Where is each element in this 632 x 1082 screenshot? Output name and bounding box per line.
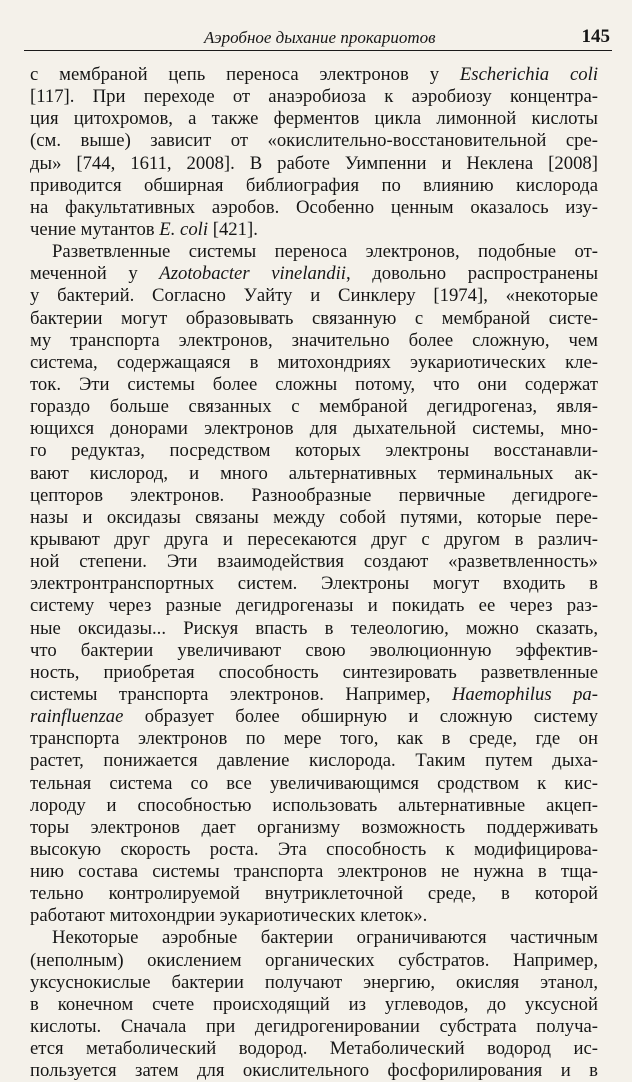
page-body — [30, 64, 598, 1082]
text-line: тельная система со все увеличивающимся сродством к кис- — [30, 772, 598, 794]
text-line: электронтранспортных систем. Электроны могут входить в — [30, 573, 598, 595]
paragraph — [30, 64, 598, 241]
text-line: система, содержащаяся в митохондриях эукариотических кле- — [30, 351, 598, 373]
text-line: го редуктаз, посредством которых электроны восстанавли- — [30, 440, 598, 462]
text-line: ется метаболический водород. Метаболический водород ис- — [30, 1038, 598, 1060]
text-line: (неполным) окислением органических субстратов. Например, — [30, 949, 598, 971]
text-line: меченной у Azotobacter vinelandii, довольно распространены — [30, 263, 598, 285]
text-line: ющихся донорами электронов для дыхательной системы, мно- — [30, 418, 598, 440]
text-line: му транспорта электронов, значительно более сложную, чем — [30, 329, 598, 351]
text-line: пользуется затем для окислительного фосфорилирования и в — [30, 1060, 598, 1082]
text-line: бактерии могут образовывать связанную с мембраной систе- — [30, 307, 598, 329]
text-line: ток. Эти системы более сложны потому, что они содержат — [30, 373, 598, 395]
text-line: ность, приобретая способность синтезировать разветвленные — [30, 661, 598, 683]
text-line: уксуснокислые бактерии получают энергию, окисляя этанол, — [30, 971, 598, 993]
text-line: ция цитохромов, а также ферментов цикла лимонной кислоты — [30, 108, 598, 130]
text-line: гораздо больше связанных с мембраной дегидрогеназ, явля- — [30, 396, 598, 418]
text-line: Некоторые аэробные бактерии ограничиваются частичным — [52, 927, 598, 949]
text-line: чение мутантов E. coli [421]. — [30, 218, 258, 240]
text-line: ные оксидазы... Рискуя впасть в телеологию, можно сказать, — [30, 617, 598, 639]
page-header — [24, 10, 612, 51]
text-line: системы транспорта электронов. Например, Haemophilus pa- — [30, 683, 598, 705]
running-title: Аэробное дыхание прокариотов — [204, 28, 436, 47]
text-line: rainfluenzae образует более обширную и сложную систему — [30, 706, 598, 728]
text-line: [117]. При переходе от анаэробиоза к аэробиозу концентра- — [30, 86, 598, 108]
text-line: ной степени. Эти взаимодействия создают «разветвленность» — [30, 551, 598, 573]
text-line: работают митохондрии эукариотических клеток». — [30, 905, 428, 927]
text-line: цепторов электронов. Разнообразные первичные дегидроге- — [30, 484, 598, 506]
text-line: приводится обширная библиография по влиянию кислорода — [30, 174, 598, 196]
text-line: лороду и способностью использовать альтернативные акцеп- — [30, 794, 598, 816]
text-line: вают кислород, и много альтернативных терминальных ак- — [30, 462, 598, 484]
text-line: с мембраной цепь переноса электронов у Escherichia coli — [30, 64, 599, 85]
text-line: в конечном счете происходящий из углеводов, до уксусной — [30, 993, 598, 1015]
text-line: нию состава системы транспорта электронов не нужна в тща- — [30, 861, 598, 883]
text-line: назы и оксидазы связаны между собой путями, которые пере- — [30, 506, 598, 528]
text-line: ды» [744, 1611, 2008]. В работе Уимпенни и Неклена [2008] — [30, 152, 598, 174]
text-line: Разветвленные системы переноса электронов, подобные от- — [52, 241, 598, 263]
text-line: тельно контролируемой внутриклеточной среде, в которой — [30, 883, 598, 905]
text-line: у бактерий. Согласно Уайту и Синклеру [1974], «некоторые — [30, 285, 598, 307]
text-line: торы электронов дает организму возможность поддерживать — [30, 816, 598, 838]
text-line: на факультативных аэробов. Особенно ценным оказалось изу- — [30, 196, 598, 218]
paragraph — [30, 927, 598, 1082]
text-line: крывают друг друга и пересекаются друг с другом в различ- — [30, 528, 598, 550]
text-line: систему через разные дегидрогеназы и покидать ее через раз- — [30, 595, 598, 617]
page-number: 145 — [581, 26, 610, 47]
text-line: что бактерии увеличивают свою эволюционную эффектив- — [30, 639, 598, 661]
text-line: кислоты. Сначала при дегидрогенировании субстрата получа- — [30, 1016, 598, 1038]
paragraph — [30, 241, 598, 927]
text-line: растет, понижается давление кислорода. Таким путем дыха- — [30, 750, 598, 772]
text-line: транспорта электронов по мере того, как в среде, где он — [30, 728, 598, 750]
text-line: высокую скорость роста. Эта способность к модифицирова- — [30, 838, 598, 860]
text-line: (см. выше) зависит от «окислительно-восстановительной сре- — [30, 130, 598, 152]
